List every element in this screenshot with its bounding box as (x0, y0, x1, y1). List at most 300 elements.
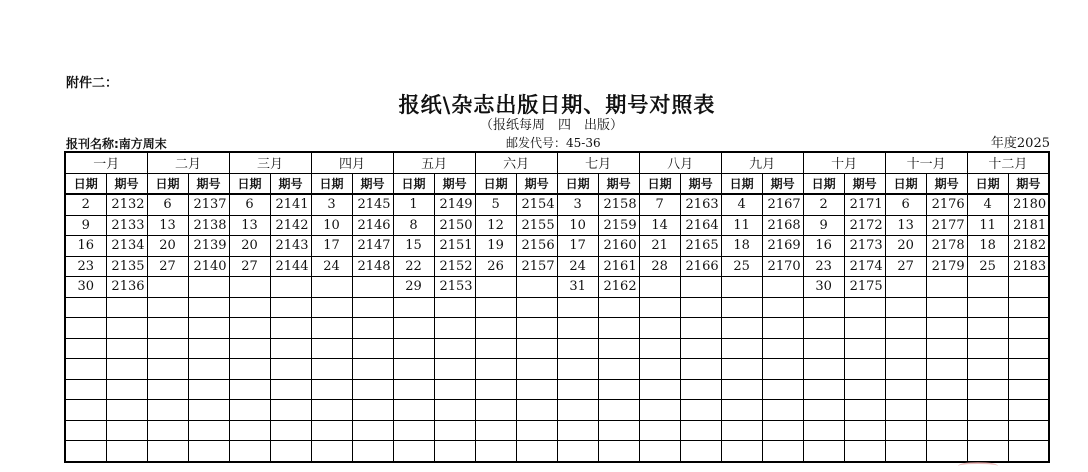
date-cell: 24 (311, 256, 352, 277)
date-cell (229, 297, 270, 318)
issue-number-cell (680, 277, 721, 298)
date-cell: 27 (229, 256, 270, 277)
issue-number-cell (352, 318, 393, 339)
date-cell (639, 277, 680, 298)
date-cell: 5 (475, 194, 516, 215)
issue-number-cell: 2175 (844, 277, 885, 298)
issue-number-cell (270, 297, 311, 318)
issue-number-cell (106, 400, 147, 421)
date-column-header: 日期 (475, 173, 516, 194)
date-cell (311, 359, 352, 380)
date-cell: 10 (311, 215, 352, 236)
issue-number-cell (1008, 277, 1049, 298)
date-cell: 13 (229, 215, 270, 236)
issue-number-cell: 2164 (680, 215, 721, 236)
date-cell (639, 297, 680, 318)
date-cell (147, 338, 188, 359)
date-cell: 13 (147, 215, 188, 236)
issue-number-cell (926, 400, 967, 421)
issue-number-cell (1008, 338, 1049, 359)
issue-number-cell (434, 297, 475, 318)
date-cell (65, 379, 106, 400)
issue-number-cell: 2181 (1008, 215, 1049, 236)
date-cell: 15 (393, 236, 434, 257)
issue-number-cell (1008, 400, 1049, 421)
table-row (65, 236, 1049, 257)
date-column-header: 日期 (721, 173, 762, 194)
issue-number-cell (106, 379, 147, 400)
issue-number-cell (680, 420, 721, 441)
month-header: 一月 (65, 152, 147, 173)
date-cell (885, 441, 926, 462)
date-cell: 28 (639, 256, 680, 277)
month-header: 六月 (475, 152, 557, 173)
issue-number-cell (680, 359, 721, 380)
issue-column-header: 期号 (270, 173, 311, 194)
issue-number-cell (516, 297, 557, 318)
date-cell (557, 420, 598, 441)
issue-number-cell (516, 359, 557, 380)
month-header: 十二月 (967, 152, 1049, 173)
issue-number-cell: 2167 (762, 194, 803, 215)
issue-number-cell (516, 400, 557, 421)
issue-number-cell (434, 338, 475, 359)
issue-number-cell (1008, 359, 1049, 380)
date-cell (967, 338, 1008, 359)
date-cell (65, 338, 106, 359)
issue-number-cell (516, 277, 557, 298)
table-row (65, 318, 1049, 339)
issue-number-cell (352, 420, 393, 441)
document-subtitle: （报纸每周 四 出版） (480, 118, 624, 133)
date-cell (311, 379, 352, 400)
date-cell (639, 441, 680, 462)
date-cell: 6 (885, 194, 926, 215)
date-cell: 9 (803, 215, 844, 236)
date-cell (311, 277, 352, 298)
date-cell: 6 (229, 194, 270, 215)
date-cell: 13 (885, 215, 926, 236)
date-cell (557, 359, 598, 380)
issue-number-cell: 2133 (106, 215, 147, 236)
date-cell (229, 400, 270, 421)
date-cell: 11 (721, 215, 762, 236)
date-cell (311, 318, 352, 339)
date-cell (803, 441, 844, 462)
issue-column-header: 期号 (598, 173, 639, 194)
issue-number-cell (926, 420, 967, 441)
issue-number-cell (680, 338, 721, 359)
date-cell (475, 400, 516, 421)
issue-number-cell (844, 379, 885, 400)
issue-number-cell (598, 379, 639, 400)
issue-number-cell: 2134 (106, 236, 147, 257)
issue-number-cell (106, 318, 147, 339)
date-cell (475, 379, 516, 400)
issue-number-cell: 2157 (516, 256, 557, 277)
month-header: 十一月 (885, 152, 967, 173)
date-cell: 1 (393, 194, 434, 215)
month-header: 十月 (803, 152, 885, 173)
date-cell (885, 318, 926, 339)
issue-number-cell (926, 297, 967, 318)
date-cell (803, 297, 844, 318)
issue-number-cell (188, 359, 229, 380)
date-cell: 12 (475, 215, 516, 236)
date-cell: 23 (803, 256, 844, 277)
date-cell: 22 (393, 256, 434, 277)
issue-number-cell: 2147 (352, 236, 393, 257)
date-cell (967, 318, 1008, 339)
issue-number-cell (1008, 318, 1049, 339)
date-cell (721, 400, 762, 421)
column-header-row (65, 173, 1049, 194)
date-cell: 10 (557, 215, 598, 236)
issue-column-header: 期号 (188, 173, 229, 194)
issue-number-cell (598, 297, 639, 318)
date-cell (885, 297, 926, 318)
issue-number-cell (762, 359, 803, 380)
issue-number-cell: 2151 (434, 236, 475, 257)
date-cell: 16 (803, 236, 844, 257)
date-cell (147, 297, 188, 318)
issue-number-cell: 2149 (434, 194, 475, 215)
date-cell (557, 379, 598, 400)
date-cell (475, 297, 516, 318)
date-cell (65, 420, 106, 441)
date-column-header: 日期 (557, 173, 598, 194)
date-cell (967, 297, 1008, 318)
issue-number-cell: 2155 (516, 215, 557, 236)
issue-number-cell (188, 420, 229, 441)
date-cell (967, 420, 1008, 441)
issue-number-cell: 2166 (680, 256, 721, 277)
date-cell (147, 420, 188, 441)
issue-number-cell: 2138 (188, 215, 229, 236)
issue-number-cell (270, 359, 311, 380)
table-row (65, 441, 1049, 462)
date-cell (393, 318, 434, 339)
date-cell: 6 (147, 194, 188, 215)
date-cell (885, 379, 926, 400)
attachment-label: 附件二： (66, 76, 119, 91)
issue-number-cell (352, 338, 393, 359)
month-header: 二月 (147, 152, 229, 173)
date-cell (967, 379, 1008, 400)
issue-number-cell (352, 359, 393, 380)
issue-number-cell (598, 441, 639, 462)
date-cell (147, 379, 188, 400)
month-header: 五月 (393, 152, 475, 173)
issue-number-cell (352, 297, 393, 318)
table-row (65, 420, 1049, 441)
issue-number-cell: 2145 (352, 194, 393, 215)
date-cell (803, 318, 844, 339)
date-cell: 24 (557, 256, 598, 277)
issue-number-cell (598, 420, 639, 441)
issue-number-cell (434, 359, 475, 380)
date-column-header: 日期 (639, 173, 680, 194)
date-cell (557, 400, 598, 421)
date-cell: 19 (475, 236, 516, 257)
issue-number-cell (926, 441, 967, 462)
date-cell (229, 359, 270, 380)
date-cell (65, 359, 106, 380)
date-cell (885, 338, 926, 359)
date-cell (721, 338, 762, 359)
date-cell: 3 (557, 194, 598, 215)
issue-number-cell (680, 297, 721, 318)
date-cell (393, 359, 434, 380)
date-cell (147, 441, 188, 462)
issue-number-cell: 2178 (926, 236, 967, 257)
issue-number-cell: 2174 (844, 256, 885, 277)
date-cell (639, 400, 680, 421)
table-row (65, 277, 1049, 298)
date-column-header: 日期 (803, 173, 844, 194)
issue-number-cell (434, 379, 475, 400)
issue-number-cell (270, 441, 311, 462)
date-cell: 26 (475, 256, 516, 277)
issue-number-cell (270, 277, 311, 298)
issue-number-cell: 2168 (762, 215, 803, 236)
issue-number-cell: 2173 (844, 236, 885, 257)
issue-number-cell: 2172 (844, 215, 885, 236)
date-cell (475, 359, 516, 380)
issue-number-cell (106, 338, 147, 359)
issue-number-cell (762, 318, 803, 339)
month-header-row (65, 152, 1049, 173)
issue-number-cell (270, 338, 311, 359)
date-cell (393, 379, 434, 400)
date-cell (393, 400, 434, 421)
date-cell (721, 379, 762, 400)
issue-column-header: 期号 (106, 173, 147, 194)
date-cell (475, 338, 516, 359)
month-header: 八月 (639, 152, 721, 173)
issue-number-cell (106, 420, 147, 441)
date-cell (721, 359, 762, 380)
date-cell (147, 359, 188, 380)
date-cell: 20 (229, 236, 270, 257)
issue-number-cell (762, 379, 803, 400)
issue-number-cell (680, 400, 721, 421)
date-cell (721, 277, 762, 298)
issue-column-header: 期号 (516, 173, 557, 194)
issue-number-cell: 2135 (106, 256, 147, 277)
date-cell (65, 400, 106, 421)
issue-number-cell: 2158 (598, 194, 639, 215)
date-cell: 31 (557, 277, 598, 298)
year-label: 年度2025 (990, 136, 1050, 151)
date-cell: 4 (721, 194, 762, 215)
date-cell (639, 318, 680, 339)
date-cell (803, 338, 844, 359)
date-column-header: 日期 (311, 173, 352, 194)
date-cell (885, 359, 926, 380)
issue-number-cell: 2132 (106, 194, 147, 215)
date-cell: 21 (639, 236, 680, 257)
issue-number-cell (926, 338, 967, 359)
issue-number-cell (598, 338, 639, 359)
issue-number-cell (106, 297, 147, 318)
issue-number-cell (1008, 297, 1049, 318)
issue-number-cell: 2163 (680, 194, 721, 215)
issue-number-cell (188, 318, 229, 339)
date-cell: 27 (147, 256, 188, 277)
date-cell (967, 359, 1008, 380)
table-row (65, 359, 1049, 380)
issue-number-cell: 2177 (926, 215, 967, 236)
issue-number-cell (762, 297, 803, 318)
issue-number-cell (270, 420, 311, 441)
date-cell (721, 420, 762, 441)
issue-number-cell (516, 420, 557, 441)
issue-number-cell (762, 441, 803, 462)
date-cell (65, 297, 106, 318)
date-cell (65, 441, 106, 462)
issue-number-cell (762, 420, 803, 441)
date-cell (639, 338, 680, 359)
issue-number-cell: 2154 (516, 194, 557, 215)
issue-column-header: 期号 (926, 173, 967, 194)
date-cell: 20 (885, 236, 926, 257)
issue-number-cell (434, 420, 475, 441)
stamp-mark (958, 462, 998, 470)
date-issue-table (64, 151, 1050, 463)
date-column-header: 日期 (967, 173, 1008, 194)
date-cell (229, 441, 270, 462)
issue-number-cell: 2146 (352, 215, 393, 236)
date-cell (311, 400, 352, 421)
date-cell (721, 441, 762, 462)
date-cell (639, 359, 680, 380)
postal-code: 邮发代号：45-36 (506, 136, 601, 150)
date-cell (393, 338, 434, 359)
date-cell: 2 (803, 194, 844, 215)
issue-number-cell (926, 277, 967, 298)
issue-number-cell (106, 441, 147, 462)
date-cell (557, 441, 598, 462)
issue-number-cell: 2162 (598, 277, 639, 298)
issue-column-header: 期号 (762, 173, 803, 194)
date-cell (639, 420, 680, 441)
issue-number-cell (680, 318, 721, 339)
date-cell: 27 (885, 256, 926, 277)
date-cell (475, 277, 516, 298)
issue-number-cell: 2140 (188, 256, 229, 277)
issue-number-cell: 2176 (926, 194, 967, 215)
date-cell (229, 277, 270, 298)
issue-number-cell: 2150 (434, 215, 475, 236)
issue-number-cell: 2143 (270, 236, 311, 257)
issue-number-cell: 2160 (598, 236, 639, 257)
date-cell: 29 (393, 277, 434, 298)
issue-number-cell (1008, 420, 1049, 441)
issue-column-header: 期号 (352, 173, 393, 194)
date-cell (803, 359, 844, 380)
date-cell: 16 (65, 236, 106, 257)
date-column-header: 日期 (147, 173, 188, 194)
issue-number-cell: 2153 (434, 277, 475, 298)
date-cell (967, 400, 1008, 421)
issue-number-cell (598, 400, 639, 421)
issue-column-header: 期号 (844, 173, 885, 194)
month-header: 七月 (557, 152, 639, 173)
date-cell: 2 (65, 194, 106, 215)
issue-number-cell: 2159 (598, 215, 639, 236)
date-cell: 17 (557, 236, 598, 257)
table-row (65, 256, 1049, 277)
issue-number-cell (434, 441, 475, 462)
issue-number-cell (680, 441, 721, 462)
issue-number-cell (680, 379, 721, 400)
date-cell: 8 (393, 215, 434, 236)
date-cell: 9 (65, 215, 106, 236)
issue-number-cell (352, 400, 393, 421)
issue-number-cell (844, 359, 885, 380)
table-row (65, 194, 1049, 215)
issue-number-cell: 2156 (516, 236, 557, 257)
date-cell: 3 (311, 194, 352, 215)
issue-column-header: 期号 (1008, 173, 1049, 194)
date-cell: 18 (967, 236, 1008, 257)
issue-number-cell (844, 441, 885, 462)
issue-number-cell (270, 318, 311, 339)
issue-number-cell: 2171 (844, 194, 885, 215)
date-cell (229, 420, 270, 441)
issue-number-cell: 2170 (762, 256, 803, 277)
date-cell (311, 297, 352, 318)
month-header: 九月 (721, 152, 803, 173)
date-cell (885, 277, 926, 298)
issue-number-cell (1008, 441, 1049, 462)
date-cell: 14 (639, 215, 680, 236)
issue-column-header: 期号 (680, 173, 721, 194)
date-cell (475, 441, 516, 462)
date-cell (557, 338, 598, 359)
date-cell (639, 379, 680, 400)
issue-number-cell (270, 400, 311, 421)
date-cell (311, 338, 352, 359)
date-cell (803, 420, 844, 441)
issue-number-cell (188, 400, 229, 421)
issue-number-cell (516, 338, 557, 359)
date-cell: 11 (967, 215, 1008, 236)
date-cell: 25 (967, 256, 1008, 277)
issue-column-header: 期号 (434, 173, 475, 194)
issue-number-cell (516, 441, 557, 462)
month-header: 三月 (229, 152, 311, 173)
issue-number-cell (844, 318, 885, 339)
date-cell (475, 318, 516, 339)
issue-number-cell: 2183 (1008, 256, 1049, 277)
date-cell: 30 (65, 277, 106, 298)
issue-number-cell (188, 441, 229, 462)
issue-number-cell: 2148 (352, 256, 393, 277)
issue-number-cell (926, 318, 967, 339)
date-cell (147, 277, 188, 298)
date-cell (147, 400, 188, 421)
date-cell (557, 318, 598, 339)
issue-number-cell (762, 277, 803, 298)
date-cell (967, 441, 1008, 462)
date-cell (885, 420, 926, 441)
issue-number-cell: 2182 (1008, 236, 1049, 257)
date-cell (721, 297, 762, 318)
issue-number-cell (762, 338, 803, 359)
date-cell (393, 297, 434, 318)
